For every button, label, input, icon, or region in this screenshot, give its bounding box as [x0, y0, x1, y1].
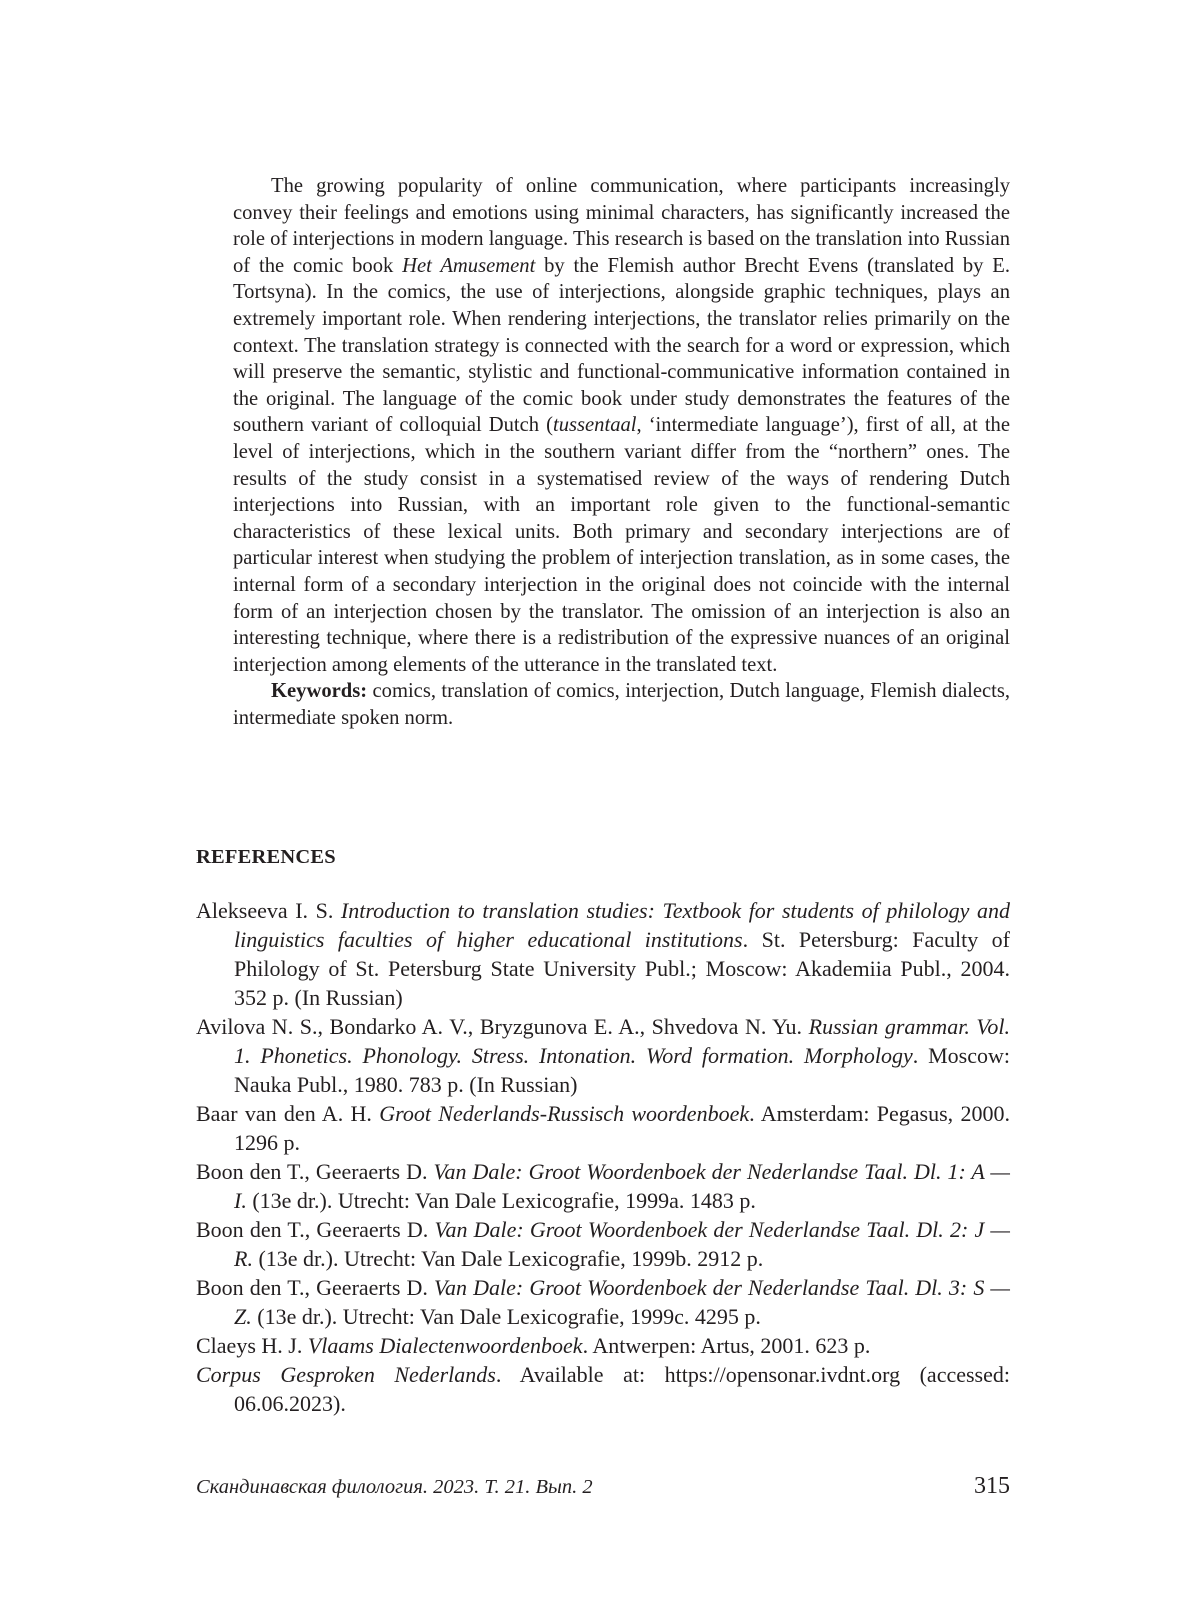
reference-details: . St. Petersburg: Faculty of Philology of St. Petersburg State University Publ.; Moscow: Akademiia Publ., 2004. 352 p. (In Russian): [234, 927, 1011, 1010]
reference-item: [196, 1012, 1010, 1099]
references-heading: REFERENCES: [196, 846, 336, 868]
page-number: 315: [974, 1473, 1010, 1499]
reference-title: Van Dale: Groot Woordenboek der Nederlandse Taal. Dl. 3: S —Z.: [234, 1275, 1010, 1329]
reference-details: . Moscow: Nauka Publ., 1980. 783 p. (In Russian): [234, 1043, 1010, 1097]
reference-author: Alekseeva I. S.: [196, 898, 341, 923]
reference-item: [196, 1273, 1010, 1331]
reference-details: (13e dr.). Utrecht: Van Dale Lexicografie, 1999c. 4295 p.: [251, 1304, 761, 1329]
reference-author: Boon den T., Geeraerts D.: [196, 1159, 434, 1184]
reference-details: . Available at: https://opensonar.ivdnt.org (accessed: 06.06.2023).: [234, 1362, 1010, 1416]
reference-details: . Amsterdam: Pegasus, 2000. 1296 p.: [234, 1101, 1010, 1155]
keywords-label: Keywords:: [271, 680, 368, 703]
reference-title: Van Dale: Groot Woordenboek der Nederlandse Taal. Dl. 1: A — I.: [234, 1159, 1010, 1213]
reference-details: . Antwerpen: Artus, 2001. 623 p.: [582, 1333, 871, 1358]
reference-title: Van Dale: Groot Woordenboek der Nederlandse Taal. Dl. 2: J — R.: [234, 1217, 1010, 1271]
references-list: [196, 896, 1010, 1418]
reference-title: Vlaams Dialectenwoordenboek: [307, 1333, 583, 1358]
reference-title: Introduction to translation studies: Textbook for students of philology and linguistics faculties of higher educational institutions: [234, 898, 1010, 952]
reference-item: [196, 896, 1010, 1012]
abstract-paragraph: [233, 173, 1010, 678]
reference-author: Boon den T., Geeraerts D.: [196, 1275, 435, 1300]
reference-author: Boon den T., Geeraerts D.: [196, 1217, 435, 1242]
reference-item: [196, 1331, 1010, 1360]
keywords-paragraph: [233, 678, 1010, 731]
reference-title: Groot Nederlands-Russisch woordenboek: [379, 1101, 750, 1126]
abstract-term: tussentaal: [552, 414, 637, 437]
page-footer: [196, 1473, 1010, 1506]
abstract-text-part-1: The growing popularity of online communication, where participants increasingly convey their feelings and emotions using minimal characters, has significantly increased the role of interjections in modern language. This research is based on the translation into Russian of the comic book: [233, 175, 1010, 277]
reference-details: (13e dr.). Utrecht: Van Dale Lexicografie, 1999b. 2912 p.: [252, 1246, 764, 1271]
reference-author: Claeys H. J.: [196, 1333, 308, 1358]
reference-author: Baar van den A. H.: [196, 1101, 380, 1126]
abstract-text-part-3: , ‘intermediate language’), first of all, at the level of interjections, which in the southern variant differ from the “northern” ones. The results of the study consist in a systematised review of the ways of rendering Dutch interjections into Russian, with an important role given to the functional-semantic characteristics of these lexical units. Both primary and secondary interjections are of particular interest when studying the problem of interjection translation, as in some cases, the internal form of a secondary interjection in the original does not coincide with the internal form of an interjection chosen by the translator. The omission of an interjection is also an interesting technique, where there is a redistribution of the expressive nuances of an original interjection among elements of the utterance in the translated text.: [233, 414, 1010, 676]
abstract: [233, 173, 1010, 731]
reference-author: Avilova N. S., Bondarko A. V., Bryzgunova E. A., Shvedova N. Yu.: [196, 1014, 809, 1039]
reference-item: [196, 1157, 1010, 1215]
reference-details: (13e dr.). Utrecht: Van Dale Lexicografie, 1999a. 1483 p.: [246, 1188, 756, 1213]
reference-title: Corpus Gesproken Nederlands: [196, 1362, 496, 1387]
reference-item: [196, 1215, 1010, 1273]
abstract-book-title: Het Amusement: [402, 254, 536, 277]
reference-item: [196, 1360, 1010, 1418]
reference-title: Russian grammar. Vol. 1. Phonetics. Phonology. Stress. Intonation. Word formation. Morphology: [234, 1014, 1010, 1068]
keywords-text: comics, translation of comics, interjection, Dutch language, Flemish dialects, intermediate spoken norm.: [233, 680, 1010, 729]
reference-item: [196, 1099, 1010, 1157]
journal-citation: Скандинавская филология. 2023. Т. 21. Вып. 2: [196, 1476, 593, 1498]
abstract-text-part-2: by the Flemish author Brecht Evens (translated by E. Tortsyna). In the comics, the use of interjections, alongside graphic techniques, plays an extremely important role. When rendering interjections, the translator relies primarily on the context. The translation strategy is connected with the search for a word or expression, which will preserve the semantic, stylistic and functional-communicative information contained in the original. The language of the comic book under study demonstrates the features of the southern variant of colloquial Dutch (: [233, 254, 1010, 437]
